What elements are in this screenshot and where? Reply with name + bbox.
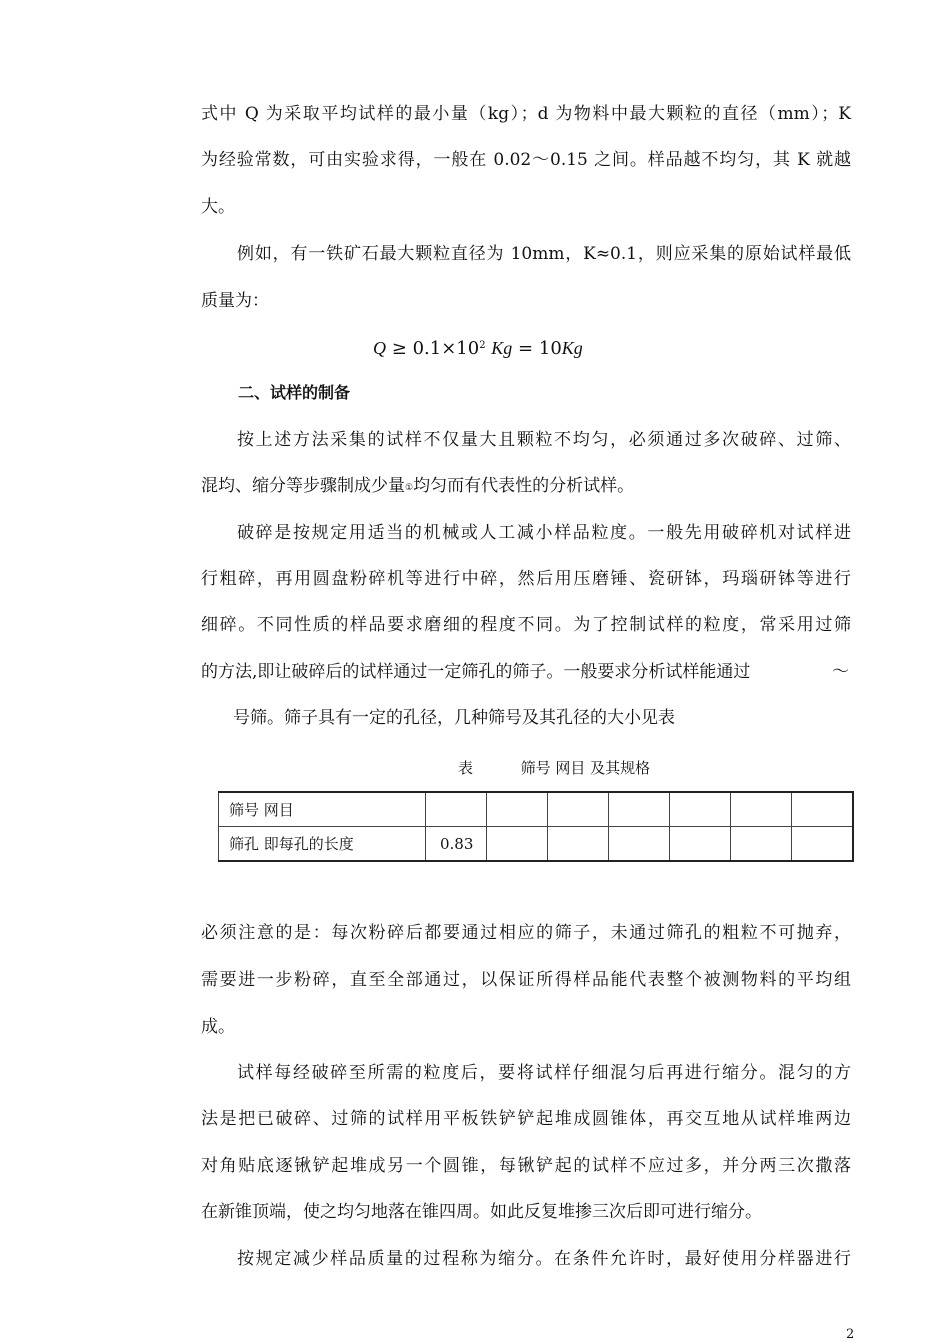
footnote-mark: ① bbox=[405, 483, 414, 493]
paragraph-line: 成。 bbox=[201, 1017, 235, 1037]
paragraph-line: 式中 Q 为采取平均试样的最小量（kg）；d 为物料中最大颗粒的直径（mm）；K bbox=[201, 104, 851, 124]
heading-sample-preparation bbox=[238, 382, 888, 404]
paragraph-line: 质量为： bbox=[201, 291, 269, 311]
paragraph-line: 为经验常数，可由实验求得，一般在 0.02～0.15 之间。样品越不均匀，其 K 就越 bbox=[201, 150, 851, 170]
mixed-line-before: 混均、缩分等步骤制成少量 bbox=[201, 476, 405, 496]
formula-q: Q bbox=[373, 338, 386, 358]
sieve-spec-table bbox=[218, 791, 854, 862]
formula-result: 10 bbox=[538, 338, 562, 359]
formula-exp: 2 bbox=[479, 340, 486, 351]
row-label-mesh: 筛号 网目 bbox=[219, 792, 426, 827]
table-cell bbox=[792, 827, 854, 862]
formula bbox=[373, 334, 583, 361]
formula-ge: ≥ bbox=[391, 338, 407, 359]
paragraph-line: 必须注意的是：每次粉碎后都要通过相应的筛子，未通过筛孔的粗粒不可抛弃， bbox=[201, 923, 851, 943]
table-cell bbox=[426, 792, 487, 827]
table-cell bbox=[731, 792, 792, 827]
paragraph-line: 号筛。筛子具有一定的孔径，几种筛号及其孔径的大小见表 bbox=[233, 708, 675, 728]
table-cell bbox=[792, 792, 854, 827]
table-caption bbox=[458, 757, 650, 778]
paragraph-line: 大。 bbox=[201, 197, 235, 217]
sieve-line-text: 的方法,即让破碎后的试样通过一定筛孔的筛子。一般要求分析试样能通过 bbox=[201, 662, 751, 682]
table-cell bbox=[609, 827, 670, 862]
formula-unit1: Kg bbox=[491, 338, 513, 358]
table-cell bbox=[548, 792, 609, 827]
table-row-mesh bbox=[219, 792, 854, 827]
formula-eq: = bbox=[518, 338, 534, 359]
paragraph-line: 试样每经破碎至所需的粒度后，要将试样仔细混匀后再进行缩分。混匀的方 bbox=[237, 1063, 851, 1083]
caption-title: 筛号 网目 及其规格 bbox=[520, 759, 651, 777]
table-cell bbox=[670, 827, 731, 862]
paragraph-line: 对角贴底逐锹铲起堆成另一个圆锥，每锹铲起的试样不应过多，并分两三次撒落 bbox=[201, 1156, 851, 1176]
mixed-line-after: 均匀而有代表性的分析试样。 bbox=[413, 476, 635, 496]
sieve-line-tilde: ～ bbox=[832, 662, 849, 682]
paragraph-line-mixed bbox=[201, 475, 851, 499]
table-row-aperture bbox=[219, 827, 854, 862]
formula-unit2: Kg bbox=[561, 338, 583, 358]
table-cell bbox=[731, 827, 792, 862]
paragraph-line: 破碎是按规定用适当的机械或人工减小样品粒度。一般先用破碎机对试样进 bbox=[237, 523, 851, 543]
table-cell bbox=[609, 792, 670, 827]
table-cell bbox=[548, 827, 609, 862]
row-label-aperture: 筛孔 即每孔的长度 bbox=[219, 827, 426, 862]
formula-coef: 0.1×10 bbox=[412, 338, 480, 359]
paragraph-line: 按规定减少样品质量的过程称为缩分。在条件允许时，最好使用分样器进行 bbox=[237, 1249, 851, 1269]
table-cell bbox=[670, 792, 731, 827]
page-number: 2 bbox=[846, 1327, 855, 1342]
paragraph-line: 需要进一步粉碎，直至全部通过，以保证所得样品能代表整个被测物料的平均组 bbox=[201, 970, 851, 990]
section-heading: 二、试样的制备 bbox=[238, 383, 351, 402]
paragraph-line-sieve bbox=[201, 661, 851, 683]
paragraph-line: 行粗碎，再用圆盘粉碎机等进行中碎，然后用压磨锤、瓷研钵，玛瑙研钵等进行 bbox=[201, 569, 851, 589]
paragraph-line: 细碎。不同性质的样品要求磨细的程度不同。为了控制试样的粒度，常采用过筛 bbox=[201, 615, 851, 635]
caption-table-word: 表 bbox=[458, 759, 474, 777]
table-cell bbox=[487, 792, 548, 827]
paragraph-line: 按上述方法采集的试样不仅量大且颗粒不均匀，必须通过多次破碎、过筛、 bbox=[237, 430, 851, 450]
table-cell: 0.83 bbox=[426, 827, 487, 862]
paragraph-line: 法是把已破碎、过筛的试样用平板铁铲铲起堆成圆锥体，再交互地从试样堆两边 bbox=[201, 1109, 851, 1129]
paragraph-line: 在新锥顶端，使之均匀地落在锥四周。如此反复堆掺三次后即可进行缩分。 bbox=[201, 1202, 762, 1222]
table-cell bbox=[487, 827, 548, 862]
paragraph-line: 例如，有一铁矿石最大颗粒直径为 10mm，K≈0.1，则应采集的原始试样最低 bbox=[237, 244, 851, 264]
